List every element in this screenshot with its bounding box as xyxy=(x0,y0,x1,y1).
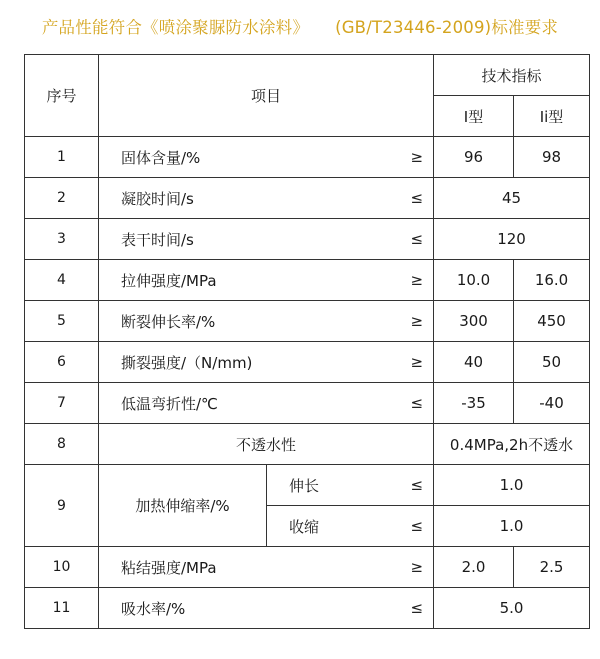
value-type1: 2.0 xyxy=(434,547,514,588)
value-type1: 40 xyxy=(434,342,514,383)
subrow-name-text: 伸长 xyxy=(289,476,320,495)
row-name-text: 粘结强度/MPa xyxy=(121,558,217,577)
table-row xyxy=(25,547,590,588)
table-row xyxy=(25,342,590,383)
row-name xyxy=(99,301,434,342)
table-row xyxy=(25,301,590,342)
row-name-text: 凝胶时间/s xyxy=(121,189,194,208)
value-type1: 10.0 xyxy=(434,260,514,301)
value-type2: -40 xyxy=(514,383,590,424)
value-type1: -35 xyxy=(434,383,514,424)
row-index: 5 xyxy=(25,301,99,342)
value-type2: 98 xyxy=(514,137,590,178)
table-row xyxy=(25,424,590,465)
subrow-name xyxy=(267,506,434,547)
row-name xyxy=(99,342,434,383)
row-index: 8 xyxy=(25,424,99,465)
row-name-text: 不透水性 xyxy=(99,424,434,465)
row-name-text: 撕裂强度/（N/mm) xyxy=(121,353,253,372)
comparison-symbol: ≤ xyxy=(410,230,424,248)
comparison-symbol: ≤ xyxy=(410,517,424,535)
value-merged: 120 xyxy=(434,219,590,260)
value-type2: 2.5 xyxy=(514,547,590,588)
comparison-symbol: ≤ xyxy=(410,189,424,207)
comparison-symbol: ≤ xyxy=(410,476,424,494)
title-suffix: (GB/T23446-2009)标准要求 xyxy=(335,18,559,37)
table-row xyxy=(25,465,590,506)
header-type2: Ii型 xyxy=(514,96,590,137)
value-type1: 300 xyxy=(434,301,514,342)
value-merged: 45 xyxy=(434,178,590,219)
header-type1: I型 xyxy=(434,96,514,137)
row-name-text: 低温弯折性/℃ xyxy=(121,394,218,413)
comparison-symbol: ≤ xyxy=(410,599,424,617)
row-name-text: 表干时间/s xyxy=(121,230,194,249)
row-name-text: 断裂伸长率/% xyxy=(121,312,216,331)
subrow-name-text: 收缩 xyxy=(289,517,320,536)
header-spec: 技术指标 xyxy=(434,55,590,96)
comparison-symbol: ≥ xyxy=(410,558,424,576)
header-item: 项目 xyxy=(99,55,434,137)
row-name xyxy=(99,547,434,588)
value-merged: 0.4MPa,2h不透水 xyxy=(434,424,590,465)
row-index: 6 xyxy=(25,342,99,383)
value-merged: 5.0 xyxy=(434,588,590,629)
value-type2: 16.0 xyxy=(514,260,590,301)
row-name xyxy=(99,137,434,178)
row-name-text: 吸水率/% xyxy=(121,599,186,618)
table-row xyxy=(25,588,590,629)
table-row xyxy=(25,383,590,424)
row-index: 11 xyxy=(25,588,99,629)
row-name-text: 固体含量/% xyxy=(121,148,201,167)
row-index: 1 xyxy=(25,137,99,178)
comparison-symbol: ≥ xyxy=(410,312,424,330)
row-name xyxy=(99,260,434,301)
row-name-text: 拉伸强度/MPa xyxy=(121,271,217,290)
row-index: 3 xyxy=(25,219,99,260)
value-merged: 1.0 xyxy=(434,506,590,547)
comparison-symbol: ≥ xyxy=(410,271,424,289)
page-title xyxy=(0,14,600,38)
table-row xyxy=(25,178,590,219)
value-merged: 1.0 xyxy=(434,465,590,506)
header-seq: 序号 xyxy=(25,55,99,137)
row-index: 9 xyxy=(25,465,99,547)
row-name xyxy=(99,178,434,219)
comparison-symbol: ≥ xyxy=(410,148,424,166)
row-index: 7 xyxy=(25,383,99,424)
header-row xyxy=(25,55,590,96)
table-row xyxy=(25,137,590,178)
value-type2: 450 xyxy=(514,301,590,342)
row-name xyxy=(99,588,434,629)
row-index: 2 xyxy=(25,178,99,219)
comparison-symbol: ≤ xyxy=(410,394,424,412)
spec-table xyxy=(24,54,590,629)
row-name-text: 加热伸缩率/% xyxy=(99,465,267,547)
row-index: 10 xyxy=(25,547,99,588)
table-row xyxy=(25,260,590,301)
title-prefix: 产品性能符合《喷涂聚脲防水涂料》 xyxy=(41,18,310,37)
row-name xyxy=(99,383,434,424)
value-type1: 96 xyxy=(434,137,514,178)
subrow-name xyxy=(267,465,434,506)
table-row xyxy=(25,219,590,260)
comparison-symbol: ≥ xyxy=(410,353,424,371)
row-index: 4 xyxy=(25,260,99,301)
row-name xyxy=(99,219,434,260)
value-type2: 50 xyxy=(514,342,590,383)
